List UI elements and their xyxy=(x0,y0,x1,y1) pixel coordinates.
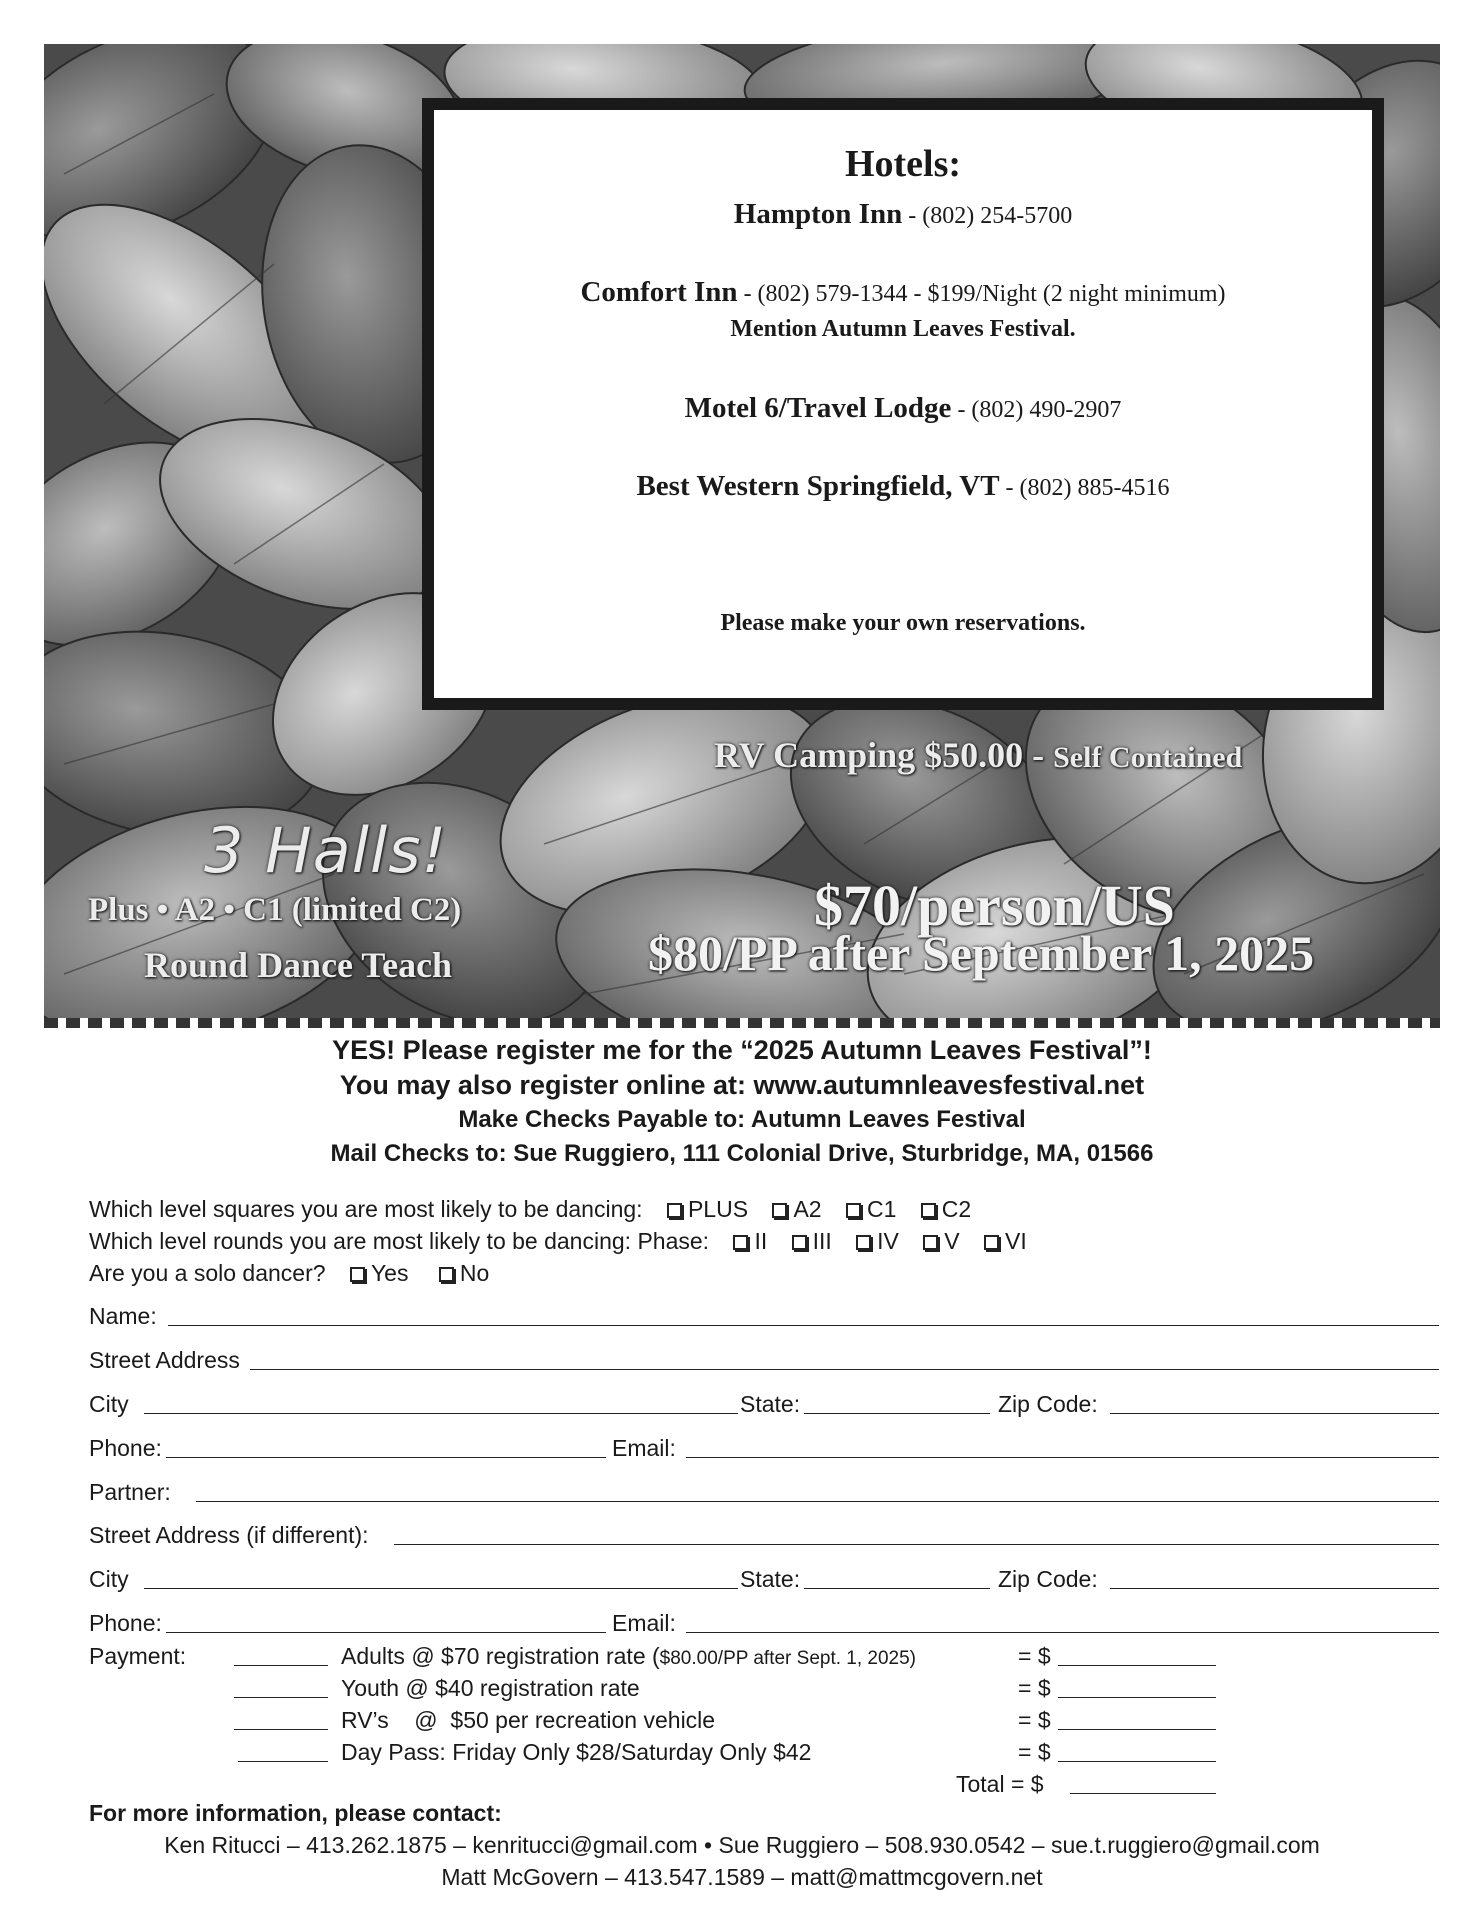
contact-heading: For more information, please contact: xyxy=(89,1800,502,1826)
comfort-note: Mention Autumn Leaves Festival. xyxy=(730,316,1076,342)
state-label: State: xyxy=(740,1391,801,1417)
city-label: City xyxy=(89,1391,129,1417)
rv-amount-field[interactable] xyxy=(1058,1729,1216,1730)
option-label: C2 xyxy=(941,1196,972,1222)
checkbox-c2[interactable] xyxy=(921,1203,936,1218)
hotel-comfort xyxy=(434,276,1372,309)
hotel-detail: - (802) 885-4516 xyxy=(999,475,1170,501)
partner-email-label: Email: xyxy=(612,1610,676,1636)
partner-phone-label: Phone: xyxy=(89,1610,162,1636)
adults-qty-field[interactable] xyxy=(234,1665,328,1666)
rv-camping-main: RV Camping $50.00 - xyxy=(714,735,1054,775)
day-pass-amount-field[interactable] xyxy=(1058,1761,1216,1762)
adults-rate-late: $80.00/PP after Sept. 1, 2025) xyxy=(659,1648,917,1669)
checkbox-phase-v[interactable] xyxy=(923,1235,938,1250)
hotel-name: Best Western Springfield, VT xyxy=(636,470,1000,502)
partner-zip-field[interactable] xyxy=(1110,1588,1439,1589)
option-label: VI xyxy=(1005,1228,1027,1254)
checkbox-plus[interactable] xyxy=(667,1203,682,1218)
adults-rate xyxy=(341,1643,916,1670)
rv-eq: = $ xyxy=(1018,1707,1051,1733)
adults-rate-main: Adults @ $70 registration rate ( xyxy=(341,1643,660,1669)
street-diff-field[interactable] xyxy=(394,1544,1439,1545)
hotel-name: Hampton Inn xyxy=(733,198,903,230)
hotel-detail: - (802) 490-2907 xyxy=(951,397,1122,423)
email-label: Email: xyxy=(612,1435,676,1461)
name-field[interactable] xyxy=(168,1325,1439,1326)
partner-label: Partner: xyxy=(89,1479,171,1505)
squares-question xyxy=(89,1196,971,1223)
youth-rate: Youth @ $40 registration rate xyxy=(341,1675,640,1701)
youth-eq: = $ xyxy=(1018,1675,1051,1701)
option-label: PLUS xyxy=(687,1196,749,1222)
option-label: Yes xyxy=(370,1260,409,1286)
partner-phone-field[interactable] xyxy=(166,1632,606,1633)
checkbox-phase-iv[interactable] xyxy=(856,1235,871,1250)
squares-label: Which level squares you are most likely to be dancing: xyxy=(89,1196,643,1222)
dance-levels: Plus • A2 • C1 (limited C2) xyxy=(88,892,462,928)
rounds-question xyxy=(89,1228,1027,1255)
option-label: A2 xyxy=(793,1196,822,1222)
rv-qty-field[interactable] xyxy=(234,1729,328,1730)
checks-payable-line: Make Checks Payable to: Autumn Leaves Festival xyxy=(458,1106,1026,1133)
hotel-hampton xyxy=(434,198,1372,231)
partner-state-label: State: xyxy=(740,1566,801,1592)
street-field[interactable] xyxy=(250,1369,1439,1370)
city-field[interactable] xyxy=(144,1413,738,1414)
checkbox-phase-vi[interactable] xyxy=(984,1235,999,1250)
option-label: IV xyxy=(877,1228,899,1254)
hotel-detail: - (802) 254-5700 xyxy=(902,203,1073,229)
checkbox-c1[interactable] xyxy=(846,1203,861,1218)
reservation-note: Please make your own reservations. xyxy=(720,610,1086,636)
partner-zip-label: Zip Code: xyxy=(998,1566,1098,1592)
hotel-detail: - (802) 579-1344 - $199/Night (2 night minimum) xyxy=(737,281,1226,307)
checkbox-solo-yes[interactable] xyxy=(350,1267,365,1282)
option-label: III xyxy=(812,1228,832,1254)
email-field[interactable] xyxy=(686,1457,1439,1458)
hotel-motel6 xyxy=(434,392,1372,425)
hotel-name: Comfort Inn xyxy=(580,276,738,308)
zip-field[interactable] xyxy=(1110,1413,1439,1414)
hotel-name: Motel 6/Travel Lodge xyxy=(684,392,952,424)
phone-label: Phone: xyxy=(89,1435,162,1461)
checkbox-phase-ii[interactable] xyxy=(733,1235,748,1250)
checkbox-a2[interactable] xyxy=(772,1203,787,1218)
rv-camping-sub: Self Contained xyxy=(1053,741,1243,774)
street-label: Street Address xyxy=(89,1347,240,1373)
option-label: C1 xyxy=(866,1196,897,1222)
checkbox-phase-iii[interactable] xyxy=(792,1235,807,1250)
adults-eq: = $ xyxy=(1018,1643,1051,1669)
hotels-title: Hotels: xyxy=(844,143,962,185)
option-label: II xyxy=(754,1228,768,1254)
option-label: V xyxy=(944,1228,960,1254)
option-label: No xyxy=(459,1260,490,1286)
rv-rate: RV’s @ $50 per recreation vehicle xyxy=(341,1707,716,1733)
partner-city-label: City xyxy=(89,1566,129,1592)
register-yes-line: YES! Please register me for the “2025 Autumn Leaves Festival”! xyxy=(332,1035,1152,1065)
hotels-box xyxy=(422,98,1384,710)
round-dance-teach: Round Dance Teach xyxy=(144,945,453,985)
adults-amount-field[interactable] xyxy=(1058,1665,1216,1666)
hotel-best-western xyxy=(434,470,1372,503)
day-pass-qty-field[interactable] xyxy=(238,1761,328,1762)
payment-label: Payment: xyxy=(89,1643,187,1669)
register-online-line: You may also register online at: www.autumnleavesfestival.net xyxy=(339,1070,1145,1100)
hotels-panel xyxy=(434,110,1372,698)
partner-email-field[interactable] xyxy=(686,1632,1439,1633)
partner-city-field[interactable] xyxy=(144,1588,738,1589)
price-per-person: $70/person/US xyxy=(814,873,1175,938)
youth-qty-field[interactable] xyxy=(234,1697,328,1698)
banner-bottom-border xyxy=(44,1018,1440,1028)
contact-line-1: Ken Ritucci – 413.262.1875 – kenritucci@gmail.com • Sue Ruggiero – 508.930.0542 – sue.t.ruggiero@gmail.com xyxy=(164,1832,1320,1858)
partner-field[interactable] xyxy=(196,1501,1439,1502)
zip-label: Zip Code: xyxy=(998,1391,1098,1417)
day-pass-eq: = $ xyxy=(1018,1739,1051,1765)
solo-label: Are you a solo dancer? xyxy=(89,1260,326,1286)
checkbox-solo-no[interactable] xyxy=(439,1267,454,1282)
name-label: Name: xyxy=(89,1303,157,1329)
street-diff-label: Street Address (if different): xyxy=(89,1522,369,1548)
day-pass-rate: Day Pass: Friday Only $28/Saturday Only $42 xyxy=(341,1739,812,1765)
state-field[interactable] xyxy=(804,1413,990,1414)
phone-field[interactable] xyxy=(166,1457,606,1458)
rounds-label: Which level rounds you are most likely to be dancing: Phase: xyxy=(89,1228,710,1254)
mail-checks-line: Mail Checks to: Sue Ruggiero, 111 Colonial Drive, Sturbridge, MA, 01566 xyxy=(330,1140,1154,1167)
total-amount-field[interactable] xyxy=(1070,1793,1216,1794)
contact-line-2: Matt McGovern – 413.547.1589 – matt@mattmcgovern.net xyxy=(441,1864,1043,1890)
total-label: Total = $ xyxy=(956,1771,1044,1797)
partner-state-field[interactable] xyxy=(804,1588,990,1589)
price-after-deadline: $80/PP after September 1, 2025 xyxy=(648,925,1315,981)
three-halls-script: 3 Halls! xyxy=(204,814,448,887)
solo-question xyxy=(89,1260,489,1287)
youth-amount-field[interactable] xyxy=(1058,1697,1216,1698)
rv-camping-price xyxy=(714,734,1242,776)
